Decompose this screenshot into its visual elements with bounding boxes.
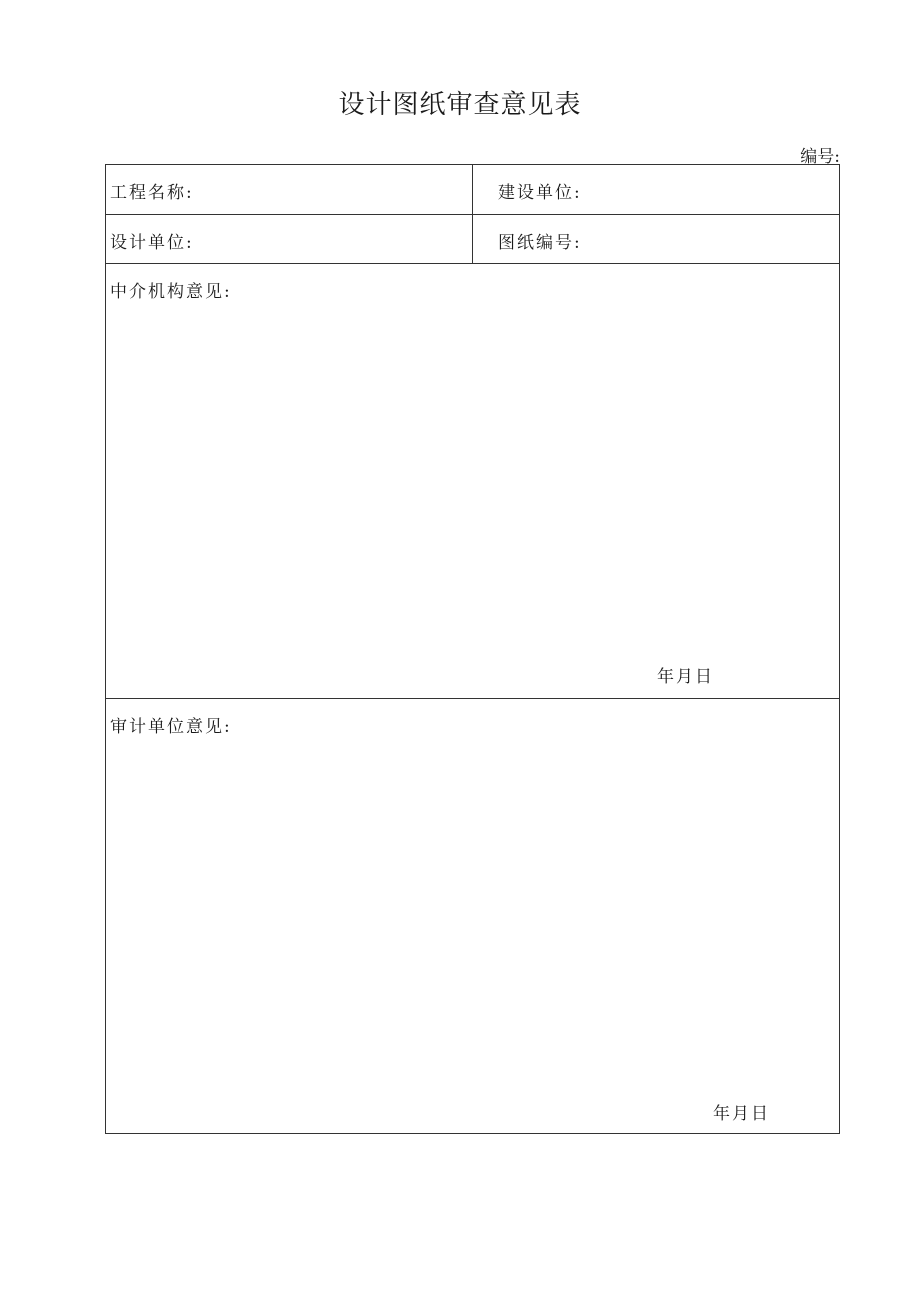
- form-row-project: [106, 165, 839, 215]
- audit-opinion-date: 年月日: [713, 1104, 770, 1124]
- design-unit-label: 设计单位:: [110, 233, 194, 253]
- page-title: 设计图纸审查意见表: [338, 90, 582, 120]
- document-number-label: 编号:: [800, 147, 840, 167]
- construction-unit-cell[interactable]: [473, 165, 839, 214]
- audit-opinion-section[interactable]: [106, 699, 839, 1133]
- construction-unit-label: 建设单位:: [498, 183, 582, 203]
- design-unit-cell[interactable]: [106, 215, 473, 263]
- audit-opinion-label: 审计单位意见:: [110, 717, 232, 737]
- agency-opinion-section[interactable]: [106, 264, 839, 699]
- agency-opinion-date: 年月日: [657, 667, 714, 687]
- project-name-label: 工程名称:: [110, 183, 194, 203]
- review-form-table: [105, 164, 840, 1134]
- form-row-design: [106, 215, 839, 264]
- agency-opinion-label: 中介机构意见:: [110, 282, 232, 302]
- project-name-cell[interactable]: [106, 165, 473, 214]
- drawing-number-label: 图纸编号:: [498, 233, 582, 253]
- drawing-number-cell[interactable]: [473, 215, 839, 263]
